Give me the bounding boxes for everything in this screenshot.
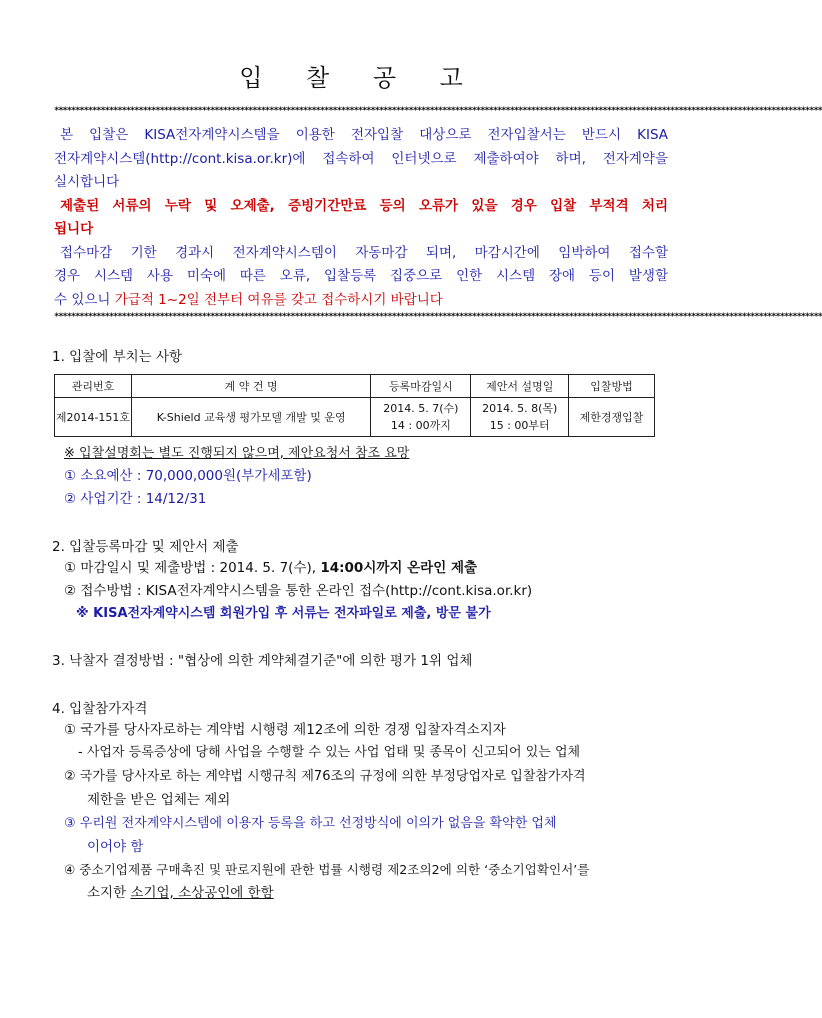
qualification-subitem: - 사업자 등록증상에 당해 사업을 수행할 수 있는 사업 업태 및 종목이 신고되어 있는 업체 <box>78 745 581 760</box>
qualification-text: 소지한 <box>87 885 131 901</box>
qualification-item: ① 국가를 당사자로하는 계약법 시행령 제12조에 의한 경쟁 입찰자격소지자 <box>64 722 506 738</box>
section-3-heading: 3. 낙찰자 결정방법 : "협상에 의한 계약체결기준"에 의한 평가 1위 업체 <box>52 653 473 669</box>
submission-method-item: ② 접수방법 : KISA전자계약시스템을 통한 온라인 접수(http://cont.kisa.or.kr) <box>64 583 533 599</box>
period-item: ② 사업기간 : 14/12/31 <box>64 491 207 507</box>
briefing-time: 15 : 00부터 <box>489 419 550 432</box>
section-4-heading: 4. 입찰참가자격 <box>52 701 148 717</box>
section-1-heading: 1. 입찰에 부치는 사항 <box>52 349 183 365</box>
budget-item: ① 소요예산 : 70,000,000원(부가세포함) <box>64 468 312 484</box>
separator-top: ************************************************************************************************************************************************************************************** <box>54 106 822 116</box>
table-cell-name: K-Shield 교육생 평가모델 개발 및 운영 <box>131 398 371 437</box>
briefing-date: 2014. 5. 8(목) <box>482 402 558 415</box>
notice-line: 접수마감 기한 경과시 전자계약시스템이 자동마감 되며, 마감시간에 임박하여 접수할 <box>60 244 668 261</box>
notice-highlight: 가급적 1~2일 전부터 여유를 갖고 접수하시기 바랍니다 <box>114 291 443 308</box>
table-header: 관리번호 <box>55 375 132 398</box>
deadline-item <box>64 558 477 578</box>
notice-line: 본 입찰은 KISA전자계약시스템을 이용한 전자입찰 대상으로 전자입찰서는 반드시 KISA <box>60 127 668 143</box>
notice-warning-line: 됩니다 <box>54 221 94 237</box>
separator-bottom: ************************************************************************************************************************************************************************************** <box>54 312 822 322</box>
notice-block <box>54 124 668 312</box>
deadline-time: 14 : 00까지 <box>390 419 451 432</box>
table-row <box>55 398 655 437</box>
table-cell-method: 제한경쟁입찰 <box>569 398 655 437</box>
qualification-emphasis: 소기업, 소상공인에 한함 <box>130 885 274 901</box>
qualification-item: ④ 중소기업제품 구매촉진 및 판로지원에 관한 법률 시행령 제2조의2에 의한 ‘중소기업확인서’를 <box>64 862 590 877</box>
table-header: 계 약 건 명 <box>131 375 371 398</box>
qualification-item-cont: 이어야 함 <box>87 839 144 855</box>
page-title: 입 찰 공 고 <box>239 64 481 92</box>
submission-note: ※ KISA전자계약시스템 회원가입 후 서류는 전자파일로 제출, 방문 불가 <box>76 606 491 621</box>
briefing-note: ※ 입찰설명회는 별도 진행되지 않으며, 제안요청서 참조 요망 <box>64 446 410 461</box>
table-header: 제안서 설명일 <box>471 375 569 398</box>
bid-info-table <box>54 374 655 437</box>
table-cell-deadline <box>371 398 471 437</box>
section-2-heading: 2. 입찰등록마감 및 제안서 제출 <box>52 539 239 555</box>
notice-text: 수 있으니 <box>54 291 115 308</box>
notice-warning-line: 제출된 서류의 누락 및 오제출, 증빙기간만료 등의 오류가 있을 경우 입찰 부적격 처리 <box>60 197 668 214</box>
qualification-item-cont: 제한을 받은 업체는 제외 <box>87 792 231 808</box>
table-cell-id: 제2014-151호 <box>55 398 132 437</box>
table-header: 등록마감일시 <box>371 375 471 398</box>
notice-line <box>54 289 668 313</box>
table-cell-briefing <box>471 398 569 437</box>
qualification-item-cont <box>87 883 274 903</box>
notice-line: 경우 시스템 사용 미숙에 따른 오류, 입찰등록 집중으로 인한 시스템 장애 등이 발생할 <box>54 268 668 284</box>
table-header-row <box>55 375 655 398</box>
qualification-item: ③ 우리원 전자계약시스템에 이용자 등록을 하고 선정방식에 이의가 없음을 확약한 업체 <box>64 816 557 831</box>
qualification-item: ② 국가를 당사자로 하는 계약법 시행규칙 제76조의 규정에 의한 부정당업자로 입찰참가자격 <box>64 769 586 784</box>
notice-line: 실시합니다 <box>54 174 120 190</box>
table-header: 입찰방법 <box>569 375 655 398</box>
deadline-emphasis: 14:00시까지 온라인 제출 <box>320 560 478 576</box>
deadline-date: 2014. 5. 7(수) <box>383 402 459 415</box>
notice-line: 전자계약시스템(http://cont.kisa.or.kr)에 접속하여 인터넷으로 제출하여야 하며, 전자계약을 <box>54 150 668 167</box>
deadline-text: ① 마감일시 및 제출방법 : 2014. 5. 7(수), <box>64 560 321 576</box>
